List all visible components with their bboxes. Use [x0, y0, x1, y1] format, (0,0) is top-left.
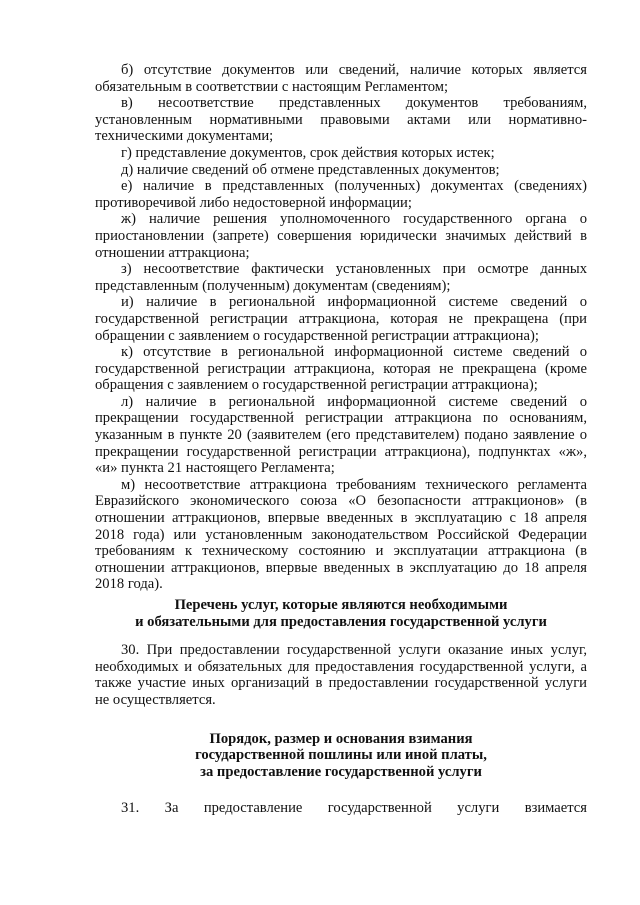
- list-item-d: д) наличие сведений об отмене представленных документов;: [121, 161, 500, 178]
- list-item-zh: ж) наличие решения уполномоченного государственного органа о приостановлении (запрете) совершения юридически значимых действий в отношении аттракциона;: [95, 211, 587, 261]
- list-item-v: в) несоответствие представленных документов требованиям, установленным нормативными правовыми актами или нормативно-техническими документами;: [95, 95, 587, 145]
- heading-line: Порядок, размер и основания взимания: [209, 730, 473, 747]
- list-item-k: к) отсутствие в региональной информационной системе сведений о государственной регистрации аттракциона, которая не прекращена (кроме обращения с заявлением о государственной регистрации аттракциона);: [95, 344, 587, 394]
- list-item-z: з) несоответствие фактически установленных при осмотре данных представленным (полученным) документам (сведениям);: [95, 261, 587, 294]
- heading-line: и обязательными для предоставления государственной услуги: [135, 613, 547, 630]
- section-heading-services: [95, 597, 587, 630]
- list-item-i: и) наличие в региональной информационной системе сведений о государственной регистрации аттракциона, которая не прекращена (при обращении с заявлением о государственной регистрации аттракциона);: [95, 294, 587, 344]
- heading-line: Перечень услуг, которые являются необходимыми: [174, 597, 508, 613]
- list-item-e: е) наличие в представленных (полученных) документах (сведениях) противоречивой либо недостоверной информации;: [95, 178, 587, 211]
- heading-line: государственной пошлины или иной платы,: [195, 747, 487, 764]
- heading-line: за предоставление государственной услуги: [200, 763, 482, 780]
- paragraph-31: 31. За предоставление государственной услуги взимается: [121, 800, 587, 817]
- section-heading-fee: [95, 731, 587, 781]
- list-item-l: л) наличие в региональной информационной системе сведений о прекращении государственной регистрации аттракциона по основаниям, указанным в пункте 20 (заявителем (его представителем) подано заявление о прекращении государственной регистрации аттракциона), подпунктах «ж», «и» пункта 21 настоящего Регламента;: [95, 393, 587, 477]
- list-item-g: г) представление документов, срок действия которых истек;: [121, 144, 495, 161]
- document-body: [95, 62, 587, 817]
- paragraph-30: 30. При предоставлении государственной услуги оказание иных услуг, необходимых и обязательных для предоставления государственной услуги, а также участие иных организаций в предоставлении государственной услуги не осуществляется.: [95, 642, 587, 708]
- list-item-m: м) несоответствие аттракциона требованиям технического регламента Евразийского экономического союза «О безопасности аттракционов» (в отношении аттракционов, впервые введенных в эксплуатацию с 18 апреля 2018 года) или установленным законодательством Российской Федерации требованиям к техническому состоянию и эксплуатации аттракциона (в отношении аттракционов, впервые введенных в эксплуатацию до 18 апреля 2018 года).: [95, 476, 587, 593]
- list-item-b: б) отсутствие документов или сведений, наличие которых является обязательным в соответствии с настоящим Регламентом;: [95, 62, 587, 95]
